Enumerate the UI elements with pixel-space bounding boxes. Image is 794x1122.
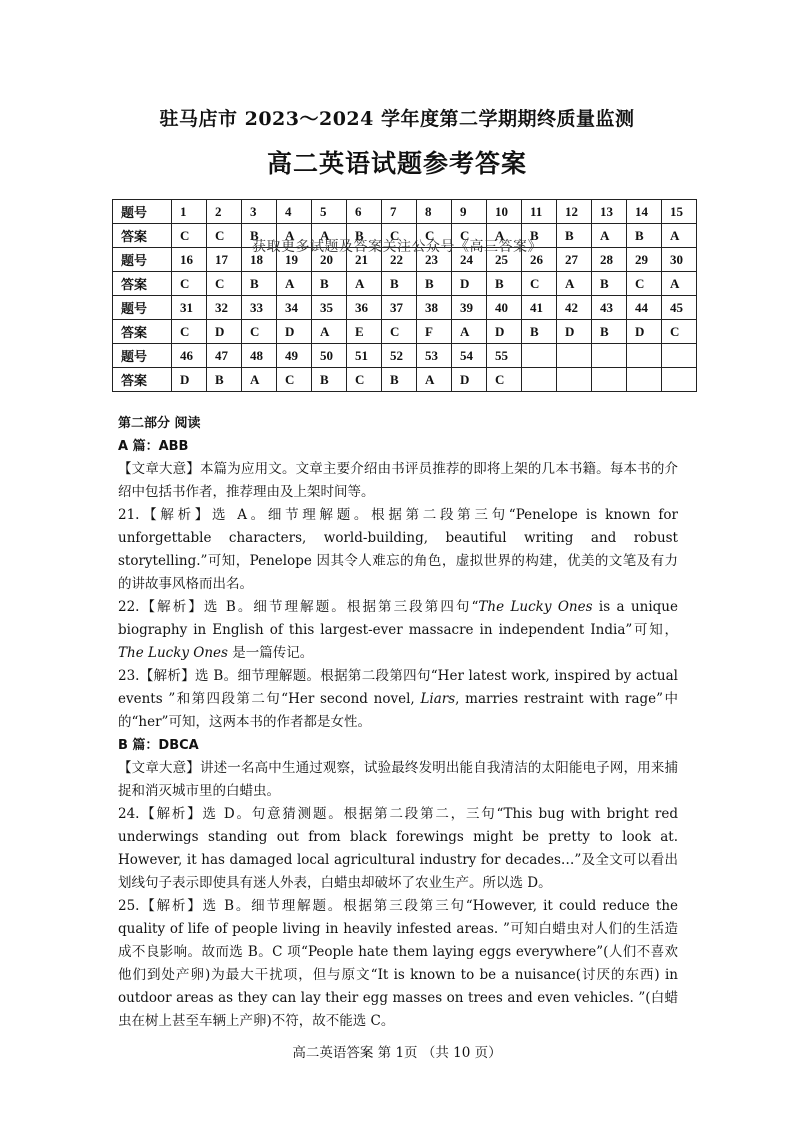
answer-cell: D [557, 320, 592, 344]
document-subtitle: 高二英语试题参考答案 [266, 149, 527, 178]
question-number-cell: 28 [592, 248, 627, 272]
answer-cell: C [172, 320, 207, 344]
answer-cell: D [277, 320, 312, 344]
row-label: 题号 [113, 344, 172, 368]
question-number-cell: 29 [627, 248, 662, 272]
question-number-cell: 45 [662, 296, 697, 320]
question-number-cell: 52 [382, 344, 417, 368]
answer-cell: B [557, 224, 592, 248]
table-row-answers [113, 368, 697, 392]
answer-cell: A [277, 272, 312, 296]
answer-cell: B [417, 272, 452, 296]
question-number-cell: 1 [172, 200, 207, 224]
row-label: 答案 [113, 368, 172, 392]
section-heading: 第二部分 阅读 [118, 416, 201, 431]
table-row-answers [113, 320, 697, 344]
answer-cell: C [347, 368, 382, 392]
answer-cell: B [522, 224, 557, 248]
question-number-cell: 2 [207, 200, 242, 224]
question-number-cell: 35 [312, 296, 347, 320]
question-number-cell: 30 [662, 248, 697, 272]
table-row-numbers [113, 296, 697, 320]
part-a-heading: A 篇：ABB [118, 439, 189, 454]
question-number-cell: 7 [382, 200, 417, 224]
question-number-cell: 18 [242, 248, 277, 272]
row-label: 题号 [113, 296, 172, 320]
question-number-cell: 17 [207, 248, 242, 272]
question-25-explanation: 25.【解析】选 B。细节理解题。根据第三段第三句“However, it could reduce the quality of life of people living in heavily infested areas. ”可知白蜡虫对人们的生活造成不良影响。故而选 B。C 项“People hate them laying eggs everywhere”(人们不喜欢他们到处产卵)为最大干扰项，但与原文“It is known to be a nuisance(讨厌的东西) in outdoor areas as they can lay their egg masses on trees and even vehicles. ”(白蜡虫在树上甚至车辆上产卵)不符，故不能选 C。 [118, 898, 678, 1029]
answer-cell: D [452, 272, 487, 296]
question-number-cell: 11 [522, 200, 557, 224]
question-number-cell: 9 [452, 200, 487, 224]
answer-cell: A [487, 224, 522, 248]
row-label: 题号 [113, 200, 172, 224]
page-footer: 高二英语答案 第 1页 （共 10 页） [292, 1045, 502, 1061]
question-22-explanation: 22.【解析】选 B。细节理解题。根据第三段第四句“The Lucky Ones is a unique biography in English of this largest-ever massacre in independent India”可知，The Lucky Ones 是一篇传记。 [118, 599, 678, 661]
answer-cell: B [592, 272, 627, 296]
answer-cell: C [382, 320, 417, 344]
answer-cell: B [312, 368, 347, 392]
answer-cell: C [487, 368, 522, 392]
question-number-cell: 14 [627, 200, 662, 224]
table-row-numbers [113, 200, 697, 224]
answer-cell: D [452, 368, 487, 392]
row-label: 答案 [113, 320, 172, 344]
question-number-cell [662, 344, 697, 368]
part-b-summary: 【文章大意】讲述一名高中生通过观察，试验最终发明出能自我清洁的太阳能电子网，用来捕捉和消灭城市里的白蜡虫。 [118, 760, 678, 799]
answer-cell: C [662, 320, 697, 344]
question-number-cell: 19 [277, 248, 312, 272]
answer-table [112, 199, 697, 392]
answer-cell: C [417, 224, 452, 248]
question-number-cell: 41 [522, 296, 557, 320]
answer-cell: D [207, 320, 242, 344]
question-number-cell: 13 [592, 200, 627, 224]
question-number-cell: 54 [452, 344, 487, 368]
answer-cell: A [277, 224, 312, 248]
answer-cell: B [382, 272, 417, 296]
question-number-cell: 47 [207, 344, 242, 368]
question-number-cell: 50 [312, 344, 347, 368]
answer-cell: C [452, 224, 487, 248]
answer-cell: A [417, 368, 452, 392]
question-number-cell: 34 [277, 296, 312, 320]
answer-cell: B [382, 368, 417, 392]
answer-cell: B [207, 368, 242, 392]
question-number-cell: 44 [627, 296, 662, 320]
watermark-text: 获取更多试题及答案关注公众号《高三答案》 [252, 239, 542, 255]
question-number-cell: 46 [172, 344, 207, 368]
question-number-cell: 3 [242, 200, 277, 224]
question-number-cell: 49 [277, 344, 312, 368]
question-number-cell [557, 344, 592, 368]
part-a-summary: 【文章大意】本篇为应用文。文章主要介绍由书评员推荐的即将上架的几本书籍。每本书的介绍中包括书作者，推荐理由及上架时间等。 [118, 461, 678, 500]
answer-cell: D [627, 320, 662, 344]
answer-cell: F [417, 320, 452, 344]
question-number-cell: 21 [347, 248, 382, 272]
question-number-cell: 6 [347, 200, 382, 224]
document-title: 驻马店市 2023～2024 学年度第二学期期终质量监测 [159, 108, 635, 130]
question-number-cell: 16 [172, 248, 207, 272]
question-number-cell: 8 [417, 200, 452, 224]
answer-cell: D [487, 320, 522, 344]
row-label: 题号 [113, 248, 172, 272]
question-number-cell: 53 [417, 344, 452, 368]
answer-cell: C [172, 224, 207, 248]
question-number-cell: 27 [557, 248, 592, 272]
question-number-cell [522, 344, 557, 368]
answer-cell: C [242, 320, 277, 344]
table-row-answers [113, 224, 697, 248]
question-number-cell: 15 [662, 200, 697, 224]
answer-cell: C [522, 272, 557, 296]
question-number-cell: 42 [557, 296, 592, 320]
question-number-cell: 24 [452, 248, 487, 272]
answer-cell [627, 368, 662, 392]
answer-cell: C [207, 224, 242, 248]
question-number-cell: 4 [277, 200, 312, 224]
answer-cell: C [172, 272, 207, 296]
answer-cell: A [312, 320, 347, 344]
answer-cell: B [242, 224, 277, 248]
answer-cell [557, 368, 592, 392]
answer-cell: C [207, 272, 242, 296]
question-number-cell [592, 344, 627, 368]
answer-cell: D [172, 368, 207, 392]
table-row-numbers [113, 248, 697, 272]
answer-cell [522, 368, 557, 392]
answer-cell: E [347, 320, 382, 344]
question-number-cell: 39 [452, 296, 487, 320]
answer-cell: A [347, 272, 382, 296]
question-number-cell: 55 [487, 344, 522, 368]
question-number-cell: 12 [557, 200, 592, 224]
answer-cell: A [452, 320, 487, 344]
answer-cell: B [347, 224, 382, 248]
answer-cell: C [382, 224, 417, 248]
reading-section [118, 412, 678, 1033]
table-row-numbers [113, 344, 697, 368]
question-number-cell: 20 [312, 248, 347, 272]
question-number-cell: 33 [242, 296, 277, 320]
question-23-explanation: 23.【解析】选 B。细节理解题。根据第二段第四句“Her latest work, inspired by actual events ”和第四段第二句“Her second novel, Liars, marries restraint with rage”中的“her”可知，这两本书的作者都是女性。 [118, 668, 678, 730]
question-number-cell: 48 [242, 344, 277, 368]
answer-cell: B [487, 272, 522, 296]
row-label: 答案 [113, 224, 172, 248]
question-number-cell: 38 [417, 296, 452, 320]
answer-cell [662, 368, 697, 392]
question-number-cell: 37 [382, 296, 417, 320]
answer-cell: B [522, 320, 557, 344]
answer-cell: B [592, 320, 627, 344]
answer-cell: A [312, 224, 347, 248]
question-number-cell: 23 [417, 248, 452, 272]
part-b-heading: B 篇：DBCA [118, 738, 199, 753]
question-number-cell: 22 [382, 248, 417, 272]
question-21-explanation: 21.【解析】选 A。细节理解题。根据第二段第三句“Penelope is known for unforgettable characters, world-building, beautiful writing and robust storytelling.”可知，Penelope 因其令人难忘的角色，虚拟世界的构建，优美的文笔及有力的讲故事风格而出名。 [118, 507, 678, 592]
answer-cell [592, 368, 627, 392]
question-number-cell: 40 [487, 296, 522, 320]
answer-cell: A [242, 368, 277, 392]
question-number-cell: 43 [592, 296, 627, 320]
answer-cell: B [242, 272, 277, 296]
answer-cell: B [312, 272, 347, 296]
answer-cell: A [662, 272, 697, 296]
question-number-cell: 10 [487, 200, 522, 224]
question-number-cell: 36 [347, 296, 382, 320]
answer-cell: A [557, 272, 592, 296]
question-number-cell: 25 [487, 248, 522, 272]
question-number-cell: 5 [312, 200, 347, 224]
answer-cell: A [662, 224, 697, 248]
question-number-cell: 51 [347, 344, 382, 368]
question-number-cell [627, 344, 662, 368]
answer-cell: C [627, 272, 662, 296]
answer-cell: A [592, 224, 627, 248]
answer-cell: C [277, 368, 312, 392]
question-number-cell: 32 [207, 296, 242, 320]
question-number-cell: 31 [172, 296, 207, 320]
answer-cell: B [627, 224, 662, 248]
question-number-cell: 26 [522, 248, 557, 272]
question-24-explanation: 24.【解析】选 D。句意猜测题。根据第二段第二，三句“This bug with bright red underwings standing out from black forewings might be pretty to look at. However, it has damaged local agricultural industry for decades…”及全文可以看出划线句子表示即使具有迷人外表，白蜡虫却破坏了农业生产。所以选 D。 [118, 806, 678, 891]
row-label: 答案 [113, 272, 172, 296]
table-row-answers [113, 272, 697, 296]
